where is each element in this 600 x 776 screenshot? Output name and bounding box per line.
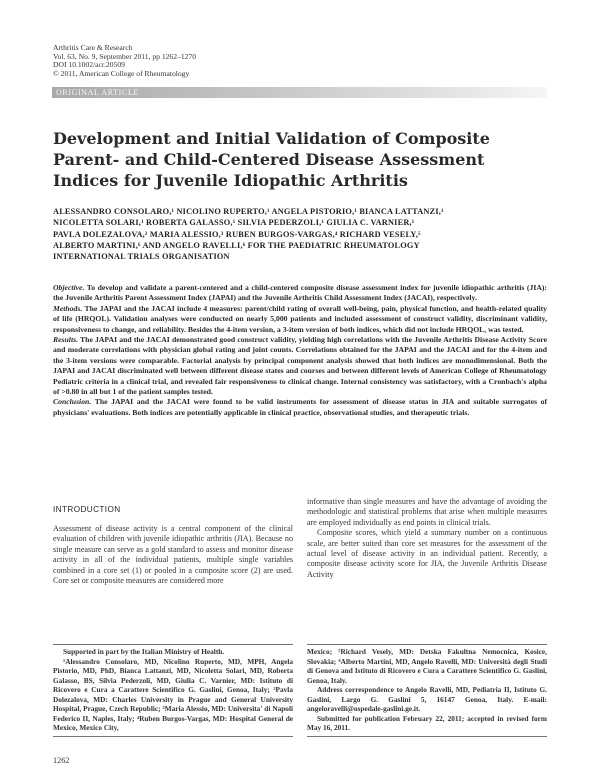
author-line: ALESSANDRO CONSOLARO,¹ NICOLINO RUPERTO,¹ ANGELA PISTORIO,¹ BIANCA LATTANZI,¹ bbox=[53, 207, 444, 216]
footnote-support: Supported in part by the Italian Ministry of Health. bbox=[63, 647, 225, 656]
footnote-affiliations: ¹Alessandro Consolaro, MD, Nicolino Ruperto, MD, MPH, Angela Pistorio, MD, PhD, Bianca Lattanzi, MD, Nicoletta Solari, MD, Roberta Galasso, BS, Silvia Pederzoli, MD, Giulia C. Varnier, MD: Istituto di Ricovero e Cura a Carattere Scientifico G. Gaslini, Genoa, Italy; ²Pavla Dolezalova, MD: Charles University in Prague and General University Hospital, Prague, Czech Republic; ³Maria Alessio, MD: Universita' di Napoli Federico II, Naples, Italy; ⁴Ruben Burgos-Vargas, MD: Hospital General de Mexico, Mexico City, bbox=[53, 656, 293, 732]
page-number: 1262 bbox=[53, 756, 70, 765]
footnote-submitted: Submitted for publication February 22, 2011; accepted in revised form May 16, 2011. bbox=[307, 713, 547, 732]
abstract-objective-text: To develop and validate a parent-centered and a child-centered composite disease assessment index for juvenile idiopathic arthritis (JIA): the Juvenile Arthritis Parent Assessment Index (JAPAI) and the Juvenile Arthritis Child Assessment Index (JACAI), respectively. bbox=[53, 283, 547, 303]
abstract-results-label: Results. bbox=[53, 335, 78, 345]
journal-copyright: © 2011, American College of Rheumatology bbox=[53, 68, 190, 78]
abstract-conclusion-label: Conclusion. bbox=[53, 397, 92, 407]
abstract-objective-label: Objective. bbox=[53, 283, 85, 292]
author-line: ALBERTO MARTINI,⁶ AND ANGELO RAVELLI,⁶ FOR THE PAEDIATRIC RHEUMATOLOGY bbox=[53, 240, 420, 250]
footnote-correspondence: Address correspondence to Angelo Ravelli, MD, Pediatria II, Istituto G. Gaslini, Largo G. Gaslini 5, 16147 Genoa, Italy. E-mail: angeloravelli@ospedale-gaslini.ge.it. bbox=[307, 685, 547, 713]
footnote-right bbox=[307, 644, 547, 737]
abstract-objective bbox=[53, 283, 547, 304]
intro-paragraph: Composite scores, which yield a summary number on a continuous scale, are better suited than core set measures for the assessment of the actual level of disease activity in an individual patient. Recently, a composite disease activity score for JIA, the Juvenile Arthritis Disease Activity bbox=[307, 528, 547, 579]
footnote-left bbox=[53, 644, 293, 737]
introduction-right-column bbox=[307, 497, 547, 580]
author-line: PAVLA DOLEZALOVA,² MARIA ALESSIO,³ RUBEN BURGOS-VARGAS,⁴ RICHARD VESELY,⁵ bbox=[53, 229, 421, 239]
author-line: NICOLETTA SOLARI,¹ ROBERTA GALASSO,¹ SILVIA PEDERZOLI,¹ GIULIA C. VARNIER,¹ bbox=[53, 218, 415, 228]
footnote-affiliations-cont: Mexico; ⁵Richard Vesely, MD: Detska Fakultna Nemocnica, Kosice, Slovakia; ⁶Alberto Martini, MD, Angelo Ravelli, MD: Università degli Studi di Genova and Istituto di Ricovero e Cura a Carattere Scientifico G. Gaslini, Genoa, Italy. bbox=[307, 647, 547, 685]
abstract bbox=[53, 283, 547, 418]
intro-paragraph: Assessment of disease activity is a central component of the clinical evaluation of children with juvenile idiopathic arthritis (JIA). Because no single measure can serve as a gold standard to assess and monitor disease activity in all of the individual patients, multiple single variables combined in a core set (1) or pooled in a composite score (2) are used. Core set or composite measures are considered more bbox=[53, 524, 293, 586]
introduction-heading: INTRODUCTION bbox=[53, 505, 121, 514]
abstract-methods-label: Methods. bbox=[53, 303, 83, 313]
section-bar bbox=[52, 87, 547, 98]
title-line: Indices for Juvenile Idiopathic Arthritis bbox=[53, 171, 408, 190]
section-label: ORIGINAL ARTICLE bbox=[56, 87, 139, 97]
article-title bbox=[53, 128, 553, 191]
abstract-results bbox=[53, 335, 547, 397]
journal-header bbox=[53, 44, 196, 78]
title-line: Parent- and Child-Centered Disease Assessment bbox=[53, 150, 485, 169]
author-line: INTERNATIONAL TRIALS ORGANISATION bbox=[53, 252, 230, 262]
abstract-methods-text: The JAPAI and the JACAI include 4 measures: parent/child rating of overall well-being, pain, physical function, and health-related quality of life (HRQOL). Validation analyses were conducted on nearly 5,000 patients and included assessment of construct validity, discriminant validity, responsiveness to change, and reliability. Besides the 4-item version, a 3-item version of both indices, which did not include HRQOL, was tested. bbox=[53, 303, 547, 334]
abstract-conclusion-text: The JAPAI and the JACAI were found to be valid instruments for assessment of disease status in JIA and suitable surrogates of physicians' evaluations. Both indices are potentially applicable in clinical practice, observational studies, and therapeutic trials. bbox=[53, 397, 547, 417]
author-list bbox=[53, 206, 553, 262]
introduction-left-column bbox=[53, 524, 293, 586]
title-line: Development and Initial Validation of Composite bbox=[53, 129, 490, 148]
journal-volume: Vol. 63, No. 9, September 2011, pp 1262–1270 bbox=[53, 51, 197, 61]
abstract-methods bbox=[53, 304, 547, 335]
intro-paragraph: informative than single measures and have the advantage of avoiding the methodologic and statistical problems that arise when multiple measures are employed individually as end points in clinical trials. bbox=[307, 497, 547, 527]
abstract-conclusion bbox=[53, 397, 547, 418]
abstract-results-text: The JAPAI and the JACAI demonstrated good construct validity, yielding high correlations with the Juvenile Arthritis Disease Activity Score and moderate correlations with physician global rating and joint counts. Correlations obtained for the JAPAI and the JACAI and for the 4-item and the 3-item versions were comparable. Factorial analysis by principal component analysis showed that both indices are monodimensional. Both the JAPAI and JACAI discriminated well between different disease states and courses and between different levels of American College of Rheumatology Pediatric criteria in a clinical trial, and revealed fair responsiveness to clinical change. Internal consistency was satisfactory, with a Cronbach's alpha of >0.80 in all but 1 of the patient samples tested. bbox=[53, 335, 547, 397]
journal-name: Arthritis Care & Research bbox=[53, 43, 133, 52]
journal-doi: DOI 10.1002/acr.20509 bbox=[53, 60, 125, 70]
